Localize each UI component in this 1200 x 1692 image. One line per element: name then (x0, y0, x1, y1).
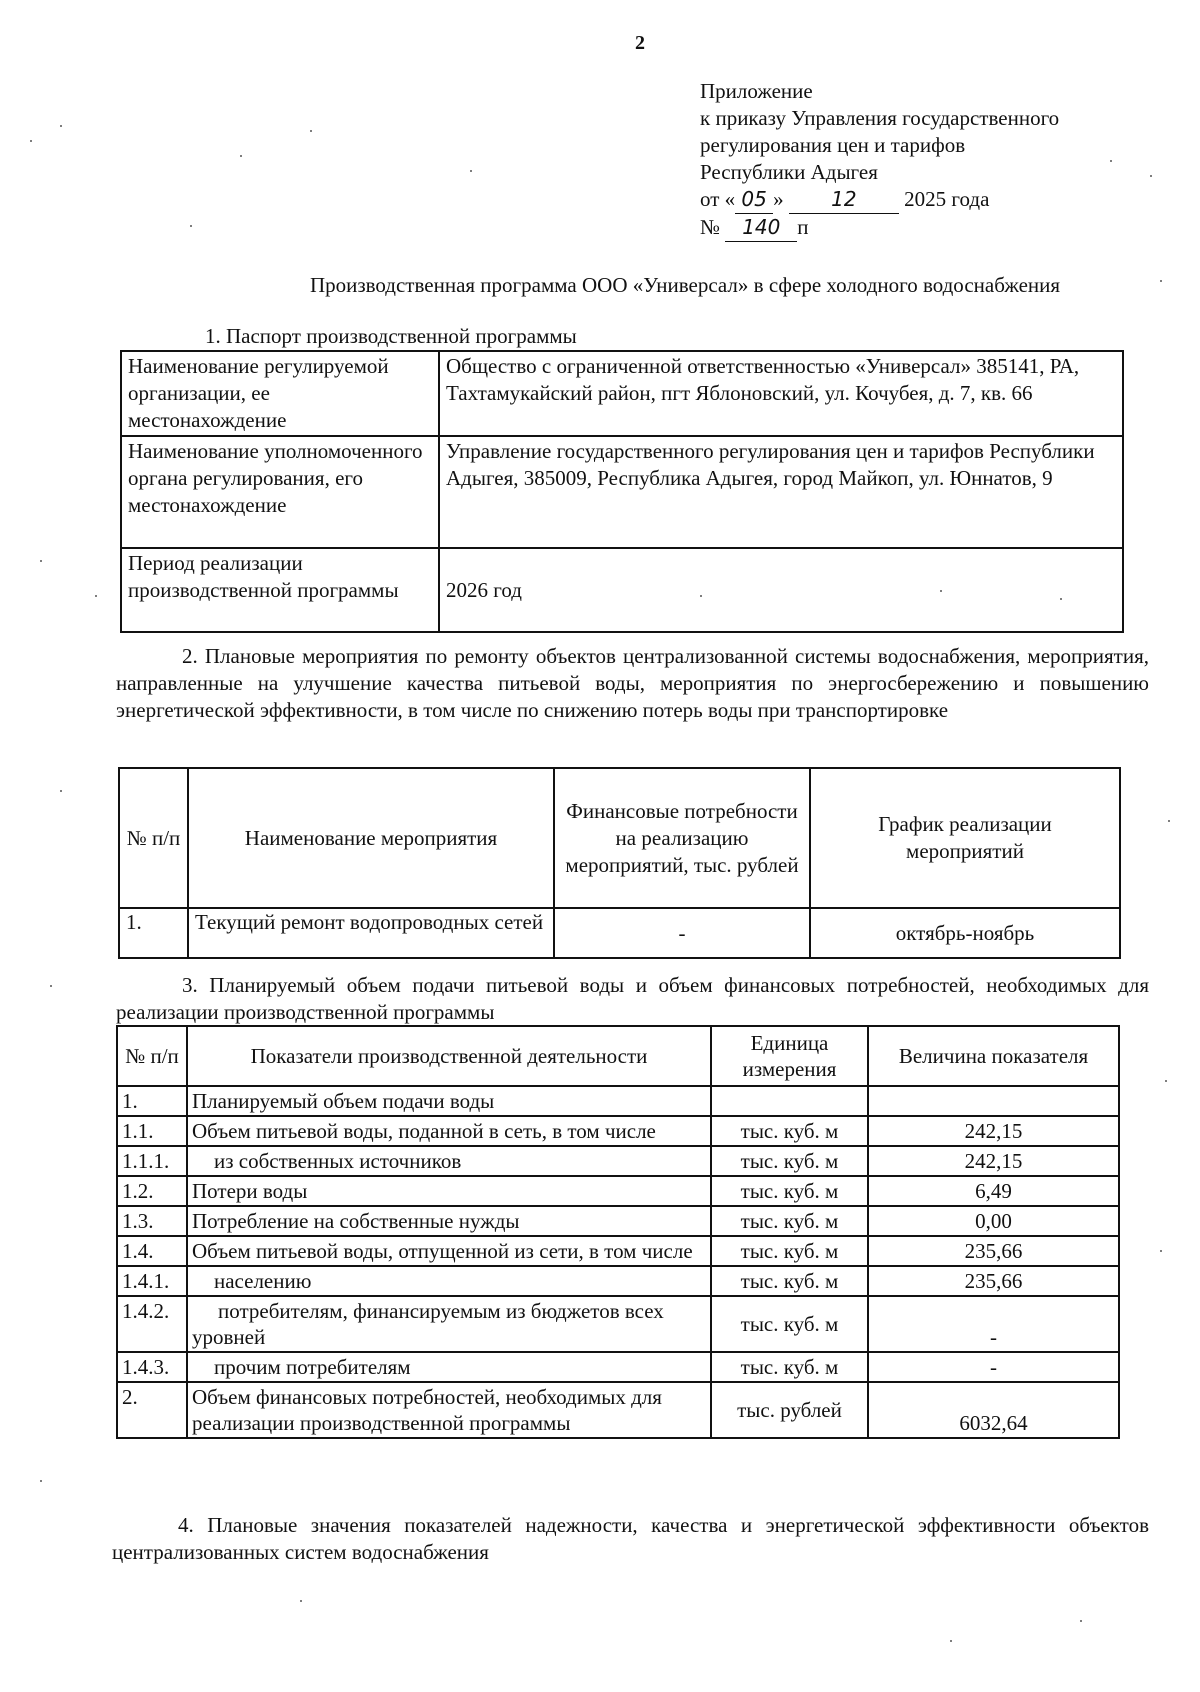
date-year: 2025 года (904, 187, 990, 211)
date-month: 12 (789, 186, 899, 214)
row-value: - (868, 1352, 1119, 1382)
row-num: 1.4. (117, 1236, 187, 1266)
table-row (117, 1146, 1119, 1176)
measures-table (118, 767, 1121, 959)
row-name: потребителям, финансируемым из бюджетов всех уровней (187, 1296, 711, 1352)
table-row (117, 1382, 1119, 1438)
date-mid: » (773, 187, 784, 211)
column-header: Показатели производственной деятельности (187, 1026, 711, 1086)
column-header: Наименование мероприятия (188, 768, 554, 908)
row-unit: тыс. рублей (711, 1382, 868, 1438)
page-number: 2 (635, 32, 645, 54)
date-prefix: от « (700, 187, 736, 211)
document-title: Производственная программа ООО «Универсал» в сфере холодного водоснабжения (309, 273, 1061, 297)
table-row (117, 1266, 1119, 1296)
row-value: 242,15 (868, 1146, 1119, 1176)
table-row (117, 1086, 1119, 1116)
number-suffix: п (797, 215, 809, 239)
table-row (121, 436, 1123, 548)
row-num: 1.4.3. (117, 1352, 187, 1382)
measure-finance: - (554, 908, 810, 958)
column-header: Финансовые потребности на реализацию мероприятий, тыс. рублей (554, 768, 810, 908)
appendix-date (700, 186, 1059, 214)
appendix-line: регулирования цен и тарифов (700, 133, 966, 157)
row-unit (711, 1086, 868, 1116)
table-row (117, 1236, 1119, 1266)
row-value: 6,49 (868, 1176, 1119, 1206)
row-num: 1. (117, 1086, 187, 1116)
row-value (868, 1086, 1119, 1116)
passport-label: Наименование уполномоченного органа регулирования, его местонахождение (121, 436, 439, 548)
passport-value: Общество с ограниченной ответственностью «Универсал» 385141, РА, Тахтамукайский район, пгт Яблоновский, ул. Кочубея, д. 7, кв. 66 (439, 351, 1123, 436)
number-prefix: № (700, 215, 721, 239)
number-value: 140 (725, 214, 797, 242)
row-num: 1.2. (117, 1176, 187, 1206)
measure-name: Текущий ремонт водопроводных сетей (188, 908, 554, 958)
table-row (121, 351, 1123, 436)
table-row (117, 1206, 1119, 1236)
column-header: Величина показателя (868, 1026, 1119, 1086)
table-row (119, 908, 1120, 958)
column-header: № п/п (117, 1026, 187, 1086)
row-name: из собственных источников (187, 1146, 711, 1176)
row-name: прочим потребителям (187, 1352, 711, 1382)
row-unit: тыс. куб. м (711, 1266, 868, 1296)
row-unit: тыс. куб. м (711, 1176, 868, 1206)
row-num: 1.1. (117, 1116, 187, 1146)
row-name: Планируемый объем подачи воды (187, 1086, 711, 1116)
section4-text: 4. Плановые значения показателей надежности, качества и энергетической эффективности объектов централизованных систем водоснабжения (112, 1513, 1149, 1564)
row-num: 2. (117, 1382, 187, 1438)
section1-heading: 1. Паспорт производственной программы (205, 324, 577, 348)
table-header-row (119, 768, 1120, 908)
table-row (121, 548, 1123, 632)
row-unit: тыс. куб. м (711, 1146, 868, 1176)
section2-text: 2. Плановые мероприятия по ремонту объектов централизованной системы водоснабжения, мероприятия, направленные на улучшение качества питьевой воды, мероприятия по энергосбережению и повышению энергетической эффективности, в том числе по снижению потерь воды при транспортировке (116, 644, 1149, 722)
column-header: График реализации мероприятий (810, 768, 1120, 908)
row-name: Потребление на собственные нужды (187, 1206, 711, 1236)
column-header: № п/п (119, 768, 188, 908)
passport-label: Наименование регулируемой организации, ее местонахождение (121, 351, 439, 436)
row-unit: тыс. куб. м (711, 1206, 868, 1236)
row-name: Объем питьевой воды, поданной в сеть, в том числе (187, 1116, 711, 1146)
section3-text: 3. Планируемый объем подачи питьевой воды и объем финансовых потребностей, необходимых для реализации производственной программы (116, 973, 1149, 1024)
passport-value: Управление государственного регулирования цен и тарифов Республики Адыгея, 385009, Республика Адыгея, город Майкоп, ул. Юннатов, 9 (439, 436, 1123, 548)
appendix-line: к приказу Управления государственного (700, 106, 1060, 130)
row-name: населению (187, 1266, 711, 1296)
row-unit: тыс. куб. м (711, 1236, 868, 1266)
row-value: 0,00 (868, 1206, 1119, 1236)
appendix-block (700, 78, 1059, 242)
appendix-line: Приложение (700, 79, 813, 103)
row-value: - (868, 1296, 1119, 1352)
table-row (117, 1352, 1119, 1382)
row-num: 1.4.1. (117, 1266, 187, 1296)
table-row (117, 1296, 1119, 1352)
appendix-number (700, 214, 1059, 242)
table-header-row (117, 1026, 1119, 1086)
indicators-table (116, 1025, 1120, 1439)
passport-value: 2026 год (439, 548, 1123, 632)
row-name: Объем финансовых потребностей, необходимых для реализации производственной программы (187, 1382, 711, 1438)
row-value: 6032,64 (868, 1382, 1119, 1438)
row-num: 1.4.2. (117, 1296, 187, 1352)
table-row (117, 1116, 1119, 1146)
measure-num: 1. (119, 908, 188, 958)
passport-table (120, 350, 1124, 633)
measure-schedule: октябрь-ноябрь (810, 908, 1120, 958)
row-num: 1.3. (117, 1206, 187, 1236)
row-unit: тыс. куб. м (711, 1296, 868, 1352)
passport-label: Период реализации производственной программы (121, 548, 439, 632)
row-value: 235,66 (868, 1236, 1119, 1266)
column-header: Единица измерения (711, 1026, 868, 1086)
row-unit: тыс. куб. м (711, 1352, 868, 1382)
date-day: 05 (735, 186, 773, 214)
row-value: 242,15 (868, 1116, 1119, 1146)
row-unit: тыс. куб. м (711, 1116, 868, 1146)
row-num: 1.1.1. (117, 1146, 187, 1176)
row-name: Потери воды (187, 1176, 711, 1206)
table-row (117, 1176, 1119, 1206)
row-name: Объем питьевой воды, отпущенной из сети, в том числе (187, 1236, 711, 1266)
appendix-line: Республики Адыгея (700, 160, 878, 184)
row-value: 235,66 (868, 1266, 1119, 1296)
